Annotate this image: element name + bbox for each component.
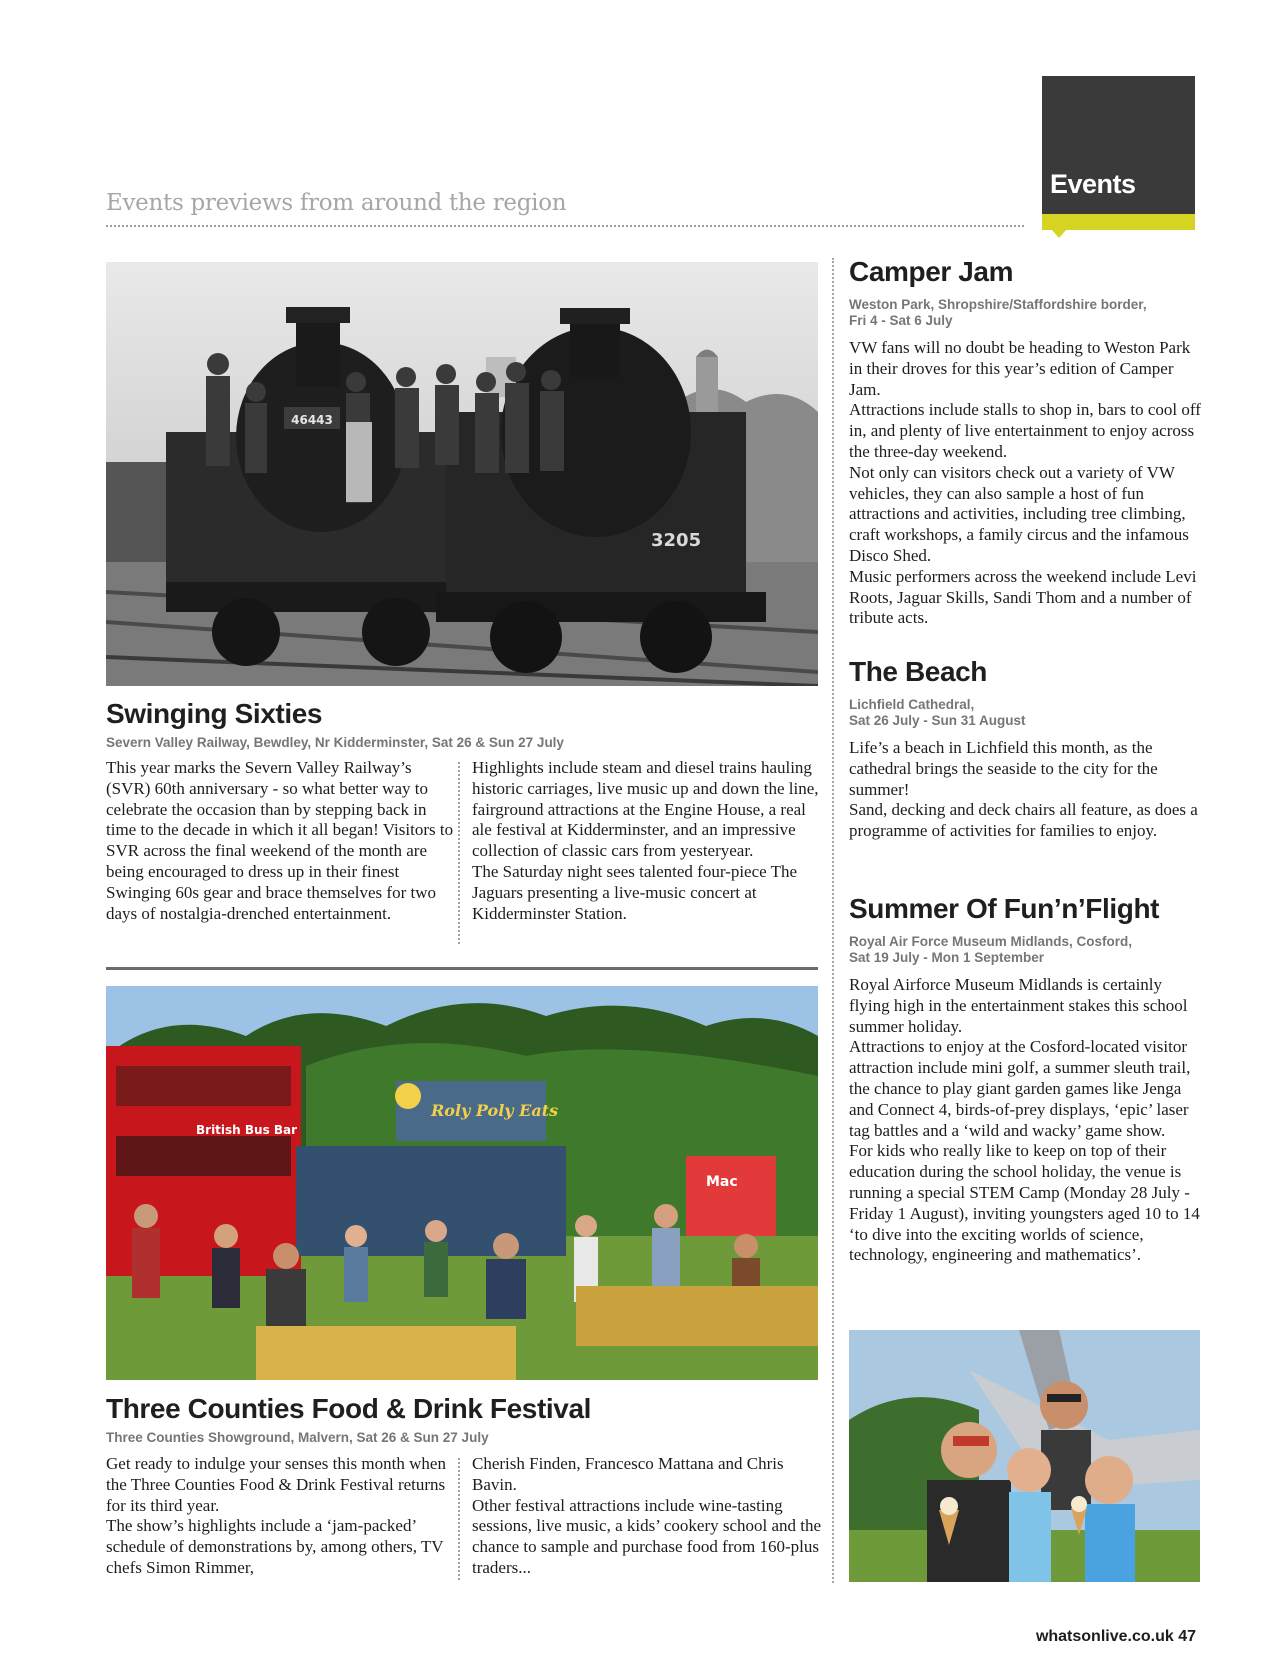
camper-jam-para-3: Not only can visitors check out a variety of VW vehicles, they can also sample a host of fun attractions and activities, including tree climbing, craft workshops, a family circus and the infamous Disco Shed. [849,462,1189,565]
page-kicker: Events previews from around the region [106,190,567,216]
three-counties-para-4: Other festival attractions include wine-tasting sessions, live music, a kids’ cookery school and the chance to sample and purchase food from 160-plus traders... [472,1495,822,1577]
camper-jam-para-2: Attractions include stalls to shop in, bars to cool off in, and plenty of live entertainment to enjoy across the three-day weekend. [849,400,1201,461]
article-divider [106,967,818,970]
camper-jam-body [849,338,1201,629]
food-festival-photo [106,986,818,1380]
summer-fun-flight-meta [849,934,1201,966]
footer-site: whatsonlive.co.uk [1035,1628,1174,1645]
swinging-sixties-para-2: Highlights include steam and diesel trains hauling historic carriages, live music up and down the line, fairground attractions at the Engine House, a real ale festival at Kidderminster, and an impressive collection of classic cars from yesteryear. [472,758,819,861]
camper-jam-venue: Weston Park, Shropshire/Staffordshire border, [849,297,1147,312]
section-tab [1042,76,1195,214]
stall-sign: Mac [706,1174,738,1190]
summer-fun-flight-body [849,975,1201,1266]
section-tab-notch [1052,230,1066,238]
swinging-sixties-para-1: This year marks the Severn Valley Railway’s (SVR) 60th anniversary - so what better way to celebrate the occasion than by stepping back in time to the decade in which it all began! Visitors to SVR across the final weekend of the month are being encouraged to dress up in their finest Swinging 60s gear and brace themselves for two days of nostalgia-drenched entertainment. [106,758,454,923]
the-beach-meta [849,697,1201,729]
the-beach-dates: Sat 26 July - Sun 31 August [849,713,1026,728]
swinging-sixties-meta: Severn Valley Railway, Bewdley, Nr Kidderminster, Sat 26 & Sun 27 July [106,735,564,750]
summer-fun-flight-dates: Sat 19 July - Mon 1 September [849,950,1045,965]
three-counties-col-1 [106,1454,456,1579]
summer-fun-flight-para-3: For kids who really like to keep on top of their education during the school holiday, the venue is running a special STEM Camp (Monday 28 July - Friday 1 August), inviting youngsters aged 10 to 14 ‘to dive into the exciting worlds of science, technology, engineering and mathematics’. [849,1141,1200,1265]
three-counties-col-rule [458,1458,460,1580]
the-beach-para-2: Sand, decking and deck chairs all feature, as does a programme of activities for families to enjoy. [849,800,1198,841]
swinging-sixties-photo [106,262,818,686]
three-counties-para-2: The show’s highlights include a ‘jam-packed’ schedule of demonstrations by, among others, TV chefs Simon Rimmer, [106,1516,444,1577]
camper-jam-para-4: Music performers across the weekend include Levi Roots, Jaguar Skills, Sandi Thom and a number of tribute acts. [849,566,1197,628]
camper-jam-meta [849,297,1201,329]
summer-fun-flight-para-1: Royal Airforce Museum Midlands is certainly flying high in the entertainment stakes this school summer holiday. [849,975,1188,1036]
the-beach-para-1: Life’s a beach in Lichfield this month, as the cathedral brings the seaside to the city for the summer! [849,738,1158,799]
swinging-sixties-para-3: The Saturday night sees talented four-piece The Jaguars presenting a live-music concert at Kidderminster Station. [472,861,798,923]
van-sign: Roly Poly Eats [431,1101,559,1120]
three-counties-para-3: Cherish Finden, Francesco Mattana and Chris Bavin. [472,1454,784,1494]
section-tab-accent [1042,214,1195,230]
kicker-divider [106,225,1024,227]
the-beach-venue: Lichfield Cathedral, [849,697,975,712]
camper-jam-title: Camper Jam [849,256,1014,287]
swinging-sixties-title: Swinging Sixties [106,698,323,729]
three-counties-para-1: Get ready to indulge your senses this month when the Three Counties Food & Drink Festival returns for its third year. [106,1454,446,1515]
museum-family-photo [849,1330,1200,1582]
page-footer [1036,1628,1196,1646]
summer-fun-flight-para-2: Attractions to enjoy at the Cosford-located visitor attraction include mini golf, a summer sleuth trail, the chance to play giant garden games like Jenga and Connect 4, birds-of-prey displays, ‘epic’ laser tag battles and a ‘wild and wacky’ game show. [849,1037,1191,1140]
column-divider [832,258,834,1583]
three-counties-meta: Three Counties Showground, Malvern, Sat 26 & Sun 27 July [106,1430,489,1445]
loco-number-3205: 3205 [651,530,702,551]
camper-jam-dates: Fri 4 - Sat 6 July [849,313,953,328]
swinging-sixties-col-1 [106,758,456,924]
swinging-sixties-col-2 [472,758,822,924]
loco-number-46443: 46443 [291,413,333,427]
page-number: 47 [1178,1628,1196,1645]
summer-fun-flight-title: Summer Of Fun’n’Flight [849,893,1160,924]
three-counties-title: Three Counties Food & Drink Festival [106,1393,592,1424]
swinging-sixties-col-rule [458,762,460,944]
the-beach-title: The Beach [849,656,987,687]
camper-jam-para-1: VW fans will no doubt be heading to Weston Park in their droves for this year’s edition of Camper Jam. [849,338,1191,399]
three-counties-col-2 [472,1454,822,1579]
bus-sign: British Bus Bar [196,1123,298,1137]
section-tab-label: Events [1050,169,1136,199]
summer-fun-flight-venue: Royal Air Force Museum Midlands, Cosford, [849,934,1133,949]
the-beach-body [849,738,1201,842]
